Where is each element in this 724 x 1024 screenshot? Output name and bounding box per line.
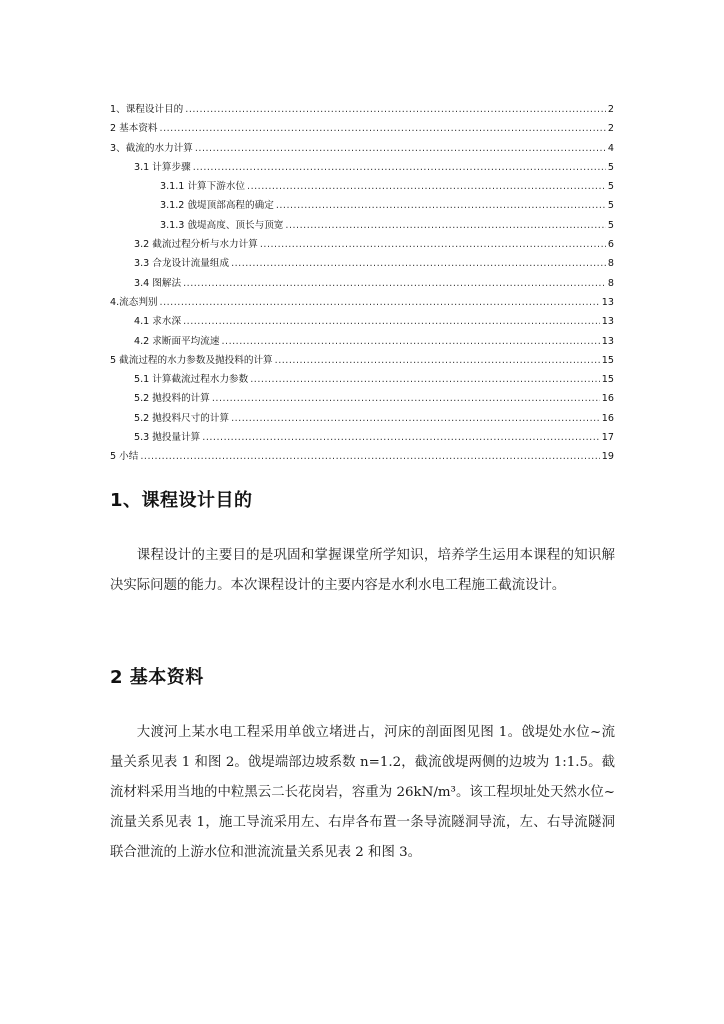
toc-entry-page-number: 8 bbox=[607, 258, 614, 270]
toc-leader-dots bbox=[212, 389, 600, 408]
toc-leader-dots bbox=[231, 409, 600, 428]
toc-entry[interactable] bbox=[110, 428, 614, 447]
toc-entry-label: 5.2 抛投料的计算 bbox=[134, 393, 210, 405]
toc-entry-page-number: 16 bbox=[601, 393, 614, 405]
toc-leader-dots bbox=[275, 351, 600, 370]
toc-entry-page-number: 5 bbox=[607, 181, 614, 193]
toc-leader-dots bbox=[202, 428, 600, 447]
toc-entry-page-number: 4 bbox=[607, 142, 614, 154]
toc-entry-page-number: 6 bbox=[607, 239, 614, 251]
toc-entry-page-number: 16 bbox=[601, 412, 614, 424]
section-2-paragraph: 大渡河上某水电工程采用单戗立堵进占，河床的剖面图见图 1。戗堤处水位~流量关系见表 1 和图 2。戗堤端部边坡系数 n=1.2，截流戗堤两侧的边坡为 1:1.5。截流材料采用当地的中粒黑云二长花岗岩，容重为 26kN/m³。该工程坝址处天然水位~流量关系见表 1，施工导流采用左、右岸各布置一条导流隧洞导流，左、右导流隧洞联合泄流的上游水位和泄流流量关系见表 2 和图 3。 bbox=[110, 725, 615, 860]
toc-entry-page-number: 5 bbox=[607, 161, 614, 173]
toc-entry[interactable] bbox=[110, 119, 614, 138]
toc-leader-dots bbox=[221, 332, 599, 351]
toc-leader-dots bbox=[250, 370, 600, 389]
toc-entry[interactable] bbox=[110, 389, 614, 408]
toc-entry-label: 5.2 抛投料尺寸的计算 bbox=[134, 412, 230, 424]
toc-entry-label: 3.2 截流过程分析与水力计算 bbox=[134, 239, 258, 251]
toc-leader-dots bbox=[195, 139, 606, 158]
toc-leader-dots bbox=[285, 216, 605, 235]
toc-entry-page-number: 2 bbox=[607, 123, 614, 135]
toc-entry[interactable] bbox=[110, 158, 614, 177]
toc-entry-page-number: 2 bbox=[607, 104, 614, 115]
toc-entry[interactable] bbox=[110, 196, 614, 215]
toc-entry-page-number: 15 bbox=[601, 354, 614, 366]
toc-entry-page-number: 19 bbox=[601, 451, 614, 463]
toc-leader-dots bbox=[140, 447, 599, 466]
toc-entry-label: 3、截流的水力计算 bbox=[110, 142, 193, 154]
toc-entry[interactable] bbox=[110, 274, 614, 293]
toc-entry[interactable] bbox=[110, 216, 614, 235]
section-1-body bbox=[110, 541, 615, 601]
toc-entry[interactable] bbox=[110, 409, 614, 428]
toc-entry-label: 4.1 求水深 bbox=[134, 316, 182, 328]
toc-entry-page-number: 8 bbox=[607, 277, 614, 289]
toc-entry[interactable] bbox=[110, 351, 614, 370]
toc-entry-label: 3.1.2 戗堤顶部高程的确定 bbox=[160, 200, 274, 212]
toc-entry-label: 3.4 图解法 bbox=[134, 277, 182, 289]
toc-leader-dots bbox=[160, 119, 606, 138]
toc-entry[interactable] bbox=[110, 254, 614, 273]
toc-entry-page-number: 13 bbox=[601, 296, 614, 308]
toc-entry-label: 3.1.1 计算下游水位 bbox=[160, 181, 246, 193]
toc-entry-label: 5 截流过程的水力参数及抛投料的计算 bbox=[110, 354, 273, 366]
toc-leader-dots bbox=[183, 312, 600, 331]
toc-entry-label: 3.1.3 戗堤高度、顶长与顶宽 bbox=[160, 219, 284, 231]
toc-entry[interactable] bbox=[110, 139, 614, 158]
toc-entry-page-number: 5 bbox=[607, 219, 614, 231]
toc-entry-page-number: 15 bbox=[601, 374, 614, 386]
toc-leader-dots bbox=[160, 293, 600, 312]
toc-leader-dots bbox=[183, 274, 606, 293]
toc-entry-label: 5.1 计算截流过程水力参数 bbox=[134, 374, 249, 386]
section-1-paragraph: 课程设计的主要目的是巩固和掌握课堂所学知识，培养学生运用本课程的知识解决实际问题的能力。本次课程设计的主要内容是水利水电工程施工截流设计。 bbox=[110, 548, 615, 593]
toc-entry[interactable] bbox=[110, 447, 614, 466]
toc-entry-label: 5 小结 bbox=[110, 451, 139, 463]
table-of-contents bbox=[110, 100, 614, 467]
toc-entry-label: 2 基本资料 bbox=[110, 123, 158, 135]
toc-entry[interactable] bbox=[110, 370, 614, 389]
toc-entry-label: 3.1 计算步骤 bbox=[134, 161, 191, 173]
section-1-heading: 1、课程设计目的 bbox=[110, 490, 253, 511]
toc-leader-dots bbox=[260, 235, 606, 254]
toc-entry-label: 5.3 抛投量计算 bbox=[134, 432, 201, 444]
toc-entry[interactable] bbox=[110, 235, 614, 254]
toc-entry-page-number: 17 bbox=[601, 432, 614, 444]
toc-leader-dots bbox=[193, 158, 606, 177]
toc-entry[interactable] bbox=[110, 312, 614, 331]
toc-entry-label: 3.3 合龙设计流量组成 bbox=[134, 258, 230, 270]
toc-entry[interactable] bbox=[110, 100, 614, 119]
section-2-body bbox=[110, 718, 615, 868]
toc-leader-dots bbox=[231, 254, 606, 273]
section-2-heading: 2 基本资料 bbox=[110, 667, 204, 688]
toc-leader-dots bbox=[185, 100, 606, 119]
toc-entry-label: 4.流态判别 bbox=[110, 296, 158, 308]
toc-entry-label: 1、课程设计目的 bbox=[110, 104, 184, 115]
toc-entry-label: 4.2 求断面平均流速 bbox=[134, 335, 220, 347]
toc-entry[interactable] bbox=[110, 332, 614, 351]
toc-leader-dots bbox=[276, 196, 606, 215]
toc-entry-page-number: 13 bbox=[601, 316, 614, 328]
toc-leader-dots bbox=[247, 177, 606, 196]
toc-entry[interactable] bbox=[110, 293, 614, 312]
toc-entry-page-number: 13 bbox=[601, 335, 614, 347]
toc-entry[interactable] bbox=[110, 177, 614, 196]
toc-entry-page-number: 5 bbox=[607, 200, 614, 212]
